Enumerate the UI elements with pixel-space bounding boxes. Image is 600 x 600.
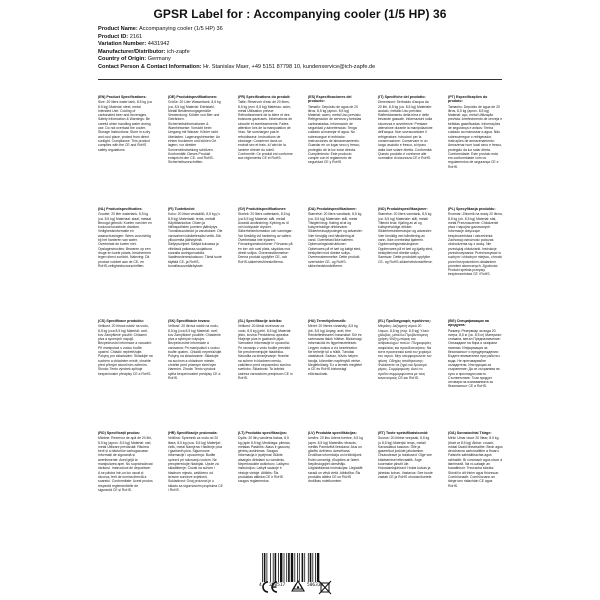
spec-heading: (DA) Produktspecifikationer:	[308, 207, 357, 211]
spec-heading: (RO) Specificații produs:	[98, 431, 141, 435]
spec-block-it	[378, 95, 433, 201]
spec-block-de	[168, 95, 223, 201]
spec-text: Velikost: 20-litrski rezervoar za vodo, 8,5 kg (pribl. 8,5 kg) Material: jeklo, kovina Predvidena uporaba: Hlajenje piva in gaziranih pijač. Varnostne informacije in opozorila: Pri ravnanju z vodo bodite previdni. Ne preobremenjujte hladilnika. Navodila za shranjevanje: Hranite na suhem in hladnem mestu, zaščiteno pred neposredno sončno svetlobo. Skladnost: Ta izdelek ustreza varnostnim predpisom CE in RoHS.	[238, 324, 293, 380]
spec-block-ro	[98, 431, 153, 537]
spec-heading: (EN) Product Specifications:	[98, 95, 147, 99]
product-meta	[98, 26, 558, 72]
spec-block-fi	[168, 207, 223, 313]
meta-value: 2161	[129, 33, 143, 40]
meta-key: Variation Number:	[98, 41, 147, 48]
meta-key: Country of Origin:	[98, 56, 147, 63]
spec-block-pt	[448, 95, 503, 201]
meta-value: Germany	[147, 56, 171, 63]
header-divider	[98, 79, 502, 80]
spec-text: Størrelse: 20 liters vandtank, 8,5 kg (ca. 8,5 kg) Materiale: stål, metal Tilsigtet brug: Køling af øl og kulsyreholdige drikkevarer. Sikkerhedsoplysninger og advarsler: Vær forsigtig ved håndtering af vand. Overbelast ikke køleren. Opbevaringsinstruktioner: Opbevares på et tørt og køligt sted, beskyttet mod direkte sollys. Overensstemmelse: Dette produkt overholder CE- og RoHS-sikkerhedsforskrifterne.	[308, 212, 363, 268]
spec-text: Veličina: Spremnik za vodu od 20 litara, 8,5 kg (cca. 8,5 kg) Materijal: čelik, metal Namjena: Hlađenje piva i gaziranih pića. Sigurnosne informacije i upozorenja: Budite oprezni pri rukovanju vodom. Ne preopterećujte hladnjak. Upute za skladištenje: Čuvati na suhom i hladnom mjestu, zaštićeno od izravne sunčeve svjetlosti. Sukladnost: Ovaj proizvod je u skladu sa sigurnosnim propisima CE i RoHS.	[168, 436, 223, 492]
meta-contact	[98, 64, 558, 72]
crossed-bin-icon	[318, 580, 332, 595]
spec-text: Rozmiar: Zbiornik na wodę 20 litrów, 8,5 kg (ok. 8,5 kg) Materiał: stal, metal Przeznaczenie: Chłodzenie piwa i napojów gazowanych. Informacje dotyczące bezpieczeństwa i ostrzeżenia: Zachowaj ostrożność podczas obchodzenia się z wodą. Nie przeciążaj chłodziarki. Instrukcje przechowywania: Przechowywać w suchym i chłodnym miejscu, chronić przed bezpośrednim działaniem promieni słonecznych. Zgodność: Produkt spełnia przepisy bezpieczeństwa CE i RoHS.	[448, 212, 503, 277]
spec-block-cs	[98, 319, 153, 425]
spec-heading: (LV) Produkta specifikācijas:	[308, 431, 357, 435]
meta-product-id	[98, 34, 558, 42]
recycling-icon	[290, 580, 306, 595]
spec-text: Grootte: 20 liter watertank, 8,5 kg (ca. 8,5 kg) Materiaal: staal, metaal Beoogd gebruik: Koelen van bier en koolzuurhoudende dranken. Veiligheidsinformatie en waarschuwingen: Wees voorzichtig bij het hanteren van water. Overbelast de koeler niet. Opslaginstructies: Bewaren op een droge en koele plaats, beschermen tegen direct zonlicht. Naleving: Dit product voldoet aan de CE- en RoHS-veiligheidsvoorschriften.	[98, 212, 152, 268]
spec-text: Koko: 20 litran vesisäiliö, 8,5 kg (n. 8,5 kg) Materiaali: teräs, metalli Käyttötarkoitus: Oluen ja hiilihapollisten juomien jäähdytys. Turvallisuustiedot ja varoitukset: Ole varovainen käsitellessäsi vettä. Älä ylikuormita jäähdytintä. Säilytysohjeet: Säilytä kuivassa ja viileässä paikassa suojattuna suoralta auringonvalolta. Vaatimustenmukaisuus: Tämä tuote täyttää CE- ja RoHS-turvallisuusmääräykset.	[168, 212, 223, 268]
spec-text: Taille: Réservoir d'eau de 20 litres, 8,5 kg (env. 8,5 kg) Matériau: acier, métal Utilisation prévue: Refroidissement de la bière et des boissons gazeuses. Informations de sécurité et avertissements: Faites attention lors de la manipulation de l'eau. Ne surchargez pas le refroidisseur. Instructions de stockage: Conserver dans un endroit sec et frais, à l'abri de la lumière directe du soleil. Conformité: Ce produit est conforme aux règlements CE et RoHS.	[238, 100, 293, 161]
spec-heading: (NL) Productspecificaties:	[98, 207, 143, 211]
label-title: GPSR Label for : Accompanying cooler (1/5 HP) 36	[153, 7, 447, 21]
spec-heading: (FR) Spécifications du produit:	[238, 95, 291, 99]
spec-heading: (EL) Προδιαγραφές προϊόντος:	[378, 319, 432, 323]
spec-text: Mărime: Rezervor de apă de 20 litri, 8,5 kg (aprox. 8,5 kg) Material: oțel, metal Utilizare prevăzută: Răcirea berii și a băuturilor carbogazoase. Informații de siguranță și avertismente: Aveți grijă la manipularea apei. Nu supraîncărcați răcitorul. Instrucțiuni de depozitare: A se păstra într-un loc uscat și răcoros, ferit de lumina directă a soarelui. Conformitate: Acest produs respectă reglementările de siguranță CE și RoHS.	[98, 436, 153, 492]
spec-heading: (SL) Specifikacije izdelka:	[238, 319, 282, 323]
spec-block-no	[378, 207, 433, 313]
meta-value: Accompanying cooler (1/5 HP) 36	[139, 26, 223, 32]
spec-row	[98, 431, 502, 543]
spec-heading: (SV) Produktspecifikationer:	[238, 207, 287, 211]
spec-text: Velikost: 20 litrová nádrž na vodu, 8,5 kg (cca 8,5 kg) Materiál: ocel, kov Zamýšlené použití: Chlazení piva a sycených nápojů. Bezpečnostní informace a varování: Při manipulaci s vodou buďte opatrní. Chladič nepřetěžujte. Pokyny pro skladování: Skladujte na suchém a chladném místě, chraňte před přímým slunečním zářením. Shoda: Tento výrobek splňuje bezpečnostní předpisy CE a RoHS.	[98, 324, 153, 376]
spec-text: Dydis: 20 litrų vandens bakas, 8,5 kg (apie 8,5 kg) Medžiaga: plienas, metalas Paskirtis: Alaus ir gazuotų gėrimų aušinimas. Saugos informacija ir įspėjimai: Būkite atsargūs dirbdami su vandeniu. Neperkraukite aušintuvo. Laikymo instrukcijos: Laikyti sausoje ir vėsioje vietoje. Atitiktis: Šis produktas atitinka CE ir RoHS saugos reglamentus.	[238, 436, 291, 484]
spec-block-bg	[448, 319, 503, 425]
barcode-digits-right: 506335	[307, 583, 324, 588]
spec-text: Dimensioni: Serbatoio d'acqua da 20 litri, 8,5 kg (ca. 8,5 kg) Materiale: acciaio, metallo Uso previsto: Raffreddamento della birra e delle bevande gassate. Informazioni sulla sicurezza e avvertenze: Prestare attenzione durante la manipolazione dell'acqua. Non sovraccaricare il refrigeratore. Istruzioni per la conservazione: Conservare in un luogo asciutto e fresco, al riparo dalla luce solare diretta. Conformità: Questo prodotto è conforme alle normative di sicurezza CE e RoHS.	[378, 100, 433, 161]
spec-heading: (NO) Produktspesifikasjoner:	[378, 207, 428, 211]
spec-heading: (GA) Sonraíochtaí Táirge:	[448, 431, 492, 435]
spec-text: Размер: Резервоар за вода 20 литра, 8,5 кг (ок. 8,5 кг) Материал: стомана, метал Предназначение: Охлаждане на бира и газирани напитки. Информация за безопасност и предупреждения: Бъдете внимателни при работа с вода. Не претоварвайте охладителя. Инструкции за съхранение: Да се съхранява на сухо и прохладно място. Съответствие: Този продукт отговаря на изискванията за безопасност CE и RoHS.	[448, 328, 502, 389]
spec-heading: (CS) Specifikace produktu:	[98, 319, 144, 323]
spec-block-et	[378, 431, 433, 537]
spec-heading: (PT) Especificações do produto:	[448, 95, 488, 104]
spec-block-sk	[168, 319, 223, 425]
meta-value: ich-zapfe	[167, 48, 190, 55]
spec-heading: (ES) Especificaciones del producto:	[308, 95, 352, 104]
ce-mark-icon	[260, 580, 280, 594]
meta-key: Manufacturer/Distributor:	[98, 48, 166, 55]
spec-heading: (FI) Tuotetiedot:	[168, 207, 196, 211]
compliance-icons	[258, 580, 348, 596]
spec-block-es	[308, 95, 363, 201]
spec-block-lv	[308, 431, 363, 537]
spec-text: Størrelse: 20 liters vanntank, 8,5 kg (ca. 8,5 kg) Materiale: stål, metall Tiltenkt bruk: Kjøling av øl og kullsyreholdige drikker. Sikkerhetsinformasjon og advarsler: Vær forsiktig ved håndtering av vann. Ikke overbelast kjøleren. Oppbevaringsinstruksjoner: Oppbevares på et tørt og kjølig sted, beskyttet mot direkte sollys. Samsvar: Dette produktet oppfyller CE- og RoHS-sikkerhetsforskriftene.	[378, 212, 433, 264]
meta-key: Product Name:	[98, 26, 138, 32]
spec-row	[98, 95, 502, 207]
spec-text: Tamaño: Depósito de agua de 20 litros, 8,5 kg (aprox. 8,5 kg) Material: acero, metal Uso previsto: Refrigeración de cerveza y bebidas carbonatadas. Información de seguridad y advertencias: Tenga cuidado al manejar el agua. No sobrecargue el enfriador. Instrucciones de almacenamiento: Guardar en un lugar seco y fresco, protegido de la luz solar directa. Cumplimiento: Este producto cumple con el reglamento de seguridad CE y RoHS.	[308, 104, 362, 165]
spec-heading: (DE) Produktspezifikationen:	[168, 95, 218, 99]
spec-block-en	[98, 95, 153, 201]
spec-block-ga	[448, 431, 503, 537]
spec-text: Veľkosť: 20 litrová nádrž na vodu, 8,5 kg (cca 8,5 kg) Materiál: oceľ, kov Zamýšľané použitie: Chladenie piva a sýtených nápojov. Bezpečnostné informácie a varovania: Pri manipulácii s vodou buďte opatrní. Chladič nepreťažujte. Pokyny na skladovanie: Skladujte na suchom a chladnom mieste, chráňte pred priamym slnečným žiarením. Zhoda: Tento výrobok spĺňa bezpečnostné predpisy CE a RoHS.	[168, 324, 223, 380]
barcode-digit-lead: 4	[259, 583, 262, 588]
meta-key: Product ID:	[98, 33, 129, 40]
spec-block-pl	[448, 207, 503, 313]
spec-block-fr	[238, 95, 293, 201]
spec-heading: (HU) Termékjellemzők:	[308, 319, 347, 323]
meta-variation-number	[98, 41, 558, 49]
meta-value: 4431942	[147, 41, 170, 48]
meta-country-of-origin	[98, 56, 558, 64]
spec-text: Μέγεθος: Δεξαμενή νερού 20 λίτρων, 8,5 kg (περ. 8,5 kg) Υλικό: χάλυβας, μέταλλο Προβλεπόμενη χρήση: Ψύξη μπύρας και ανθρακούχων ποτών. Πληροφορίες ασφαλείας και προειδοποιήσεις: Να είστε προσεκτικοί κατά τον χειρισμό του νερού. Μην υπερφορτώνετε τον ψύκτη. Οδηγίες αποθήκευσης: Φυλάσσετε σε ξηρό και δροσερό μέρος. Συμμόρφωση: Αυτό το προϊόν συμμορφώνεται με τους κανονισμούς CE και RoHS.	[378, 324, 432, 380]
spec-block-hu	[308, 319, 363, 425]
spec-heading: (BG) Спецификации на продукта:	[448, 319, 489, 328]
meta-manufacturer	[98, 49, 558, 57]
meta-value: Hr. Stanislav Maer, +49 5151 87798 10, kundenservice@ich-zapfe.de	[203, 63, 376, 70]
spec-text: Size: 20 liters water tank, 8.5 kg (ca 8.5 kg) Material: steel, metal Intended Use: Cooling of carbonated beer and beverages. Safety Information & Warnings: Be careful when handling water during use. Do not overload the cooler. Storage Instructions: Store in a dry and cool place, protect from direct sunlight. Compliance: This product complies with the CE and RoHS safety regulations.	[98, 100, 152, 152]
spec-grid	[98, 95, 502, 543]
spec-text: Größe: 20 Liter Wassertank, 8,5 kg (ca. 8,5 kg) Material: Edelstahl, Metall Bestimmungsgemäße Verwendung: Kühlen von Bier und Getränken. Sicherheitsinformationen & Warnhinweise: Vorsicht beim Umgang mit Wasser. Kühler nicht überladen. Lagerungshinweise: An einem trockenen und kühlen Ort lagern, vor direkter Sonneneinstrahlung schützen. Konformität: Dieses Produkt entspricht den CE- und RoHS-Sicherheitsvorschriften.	[168, 100, 221, 165]
spec-block-el	[378, 319, 433, 425]
spec-text: Izmērs: 20 litru ūdens tvertne, 8,5 kg (apm. 8,5 kg) Materiāls: tērauds, metāls Paredzētā lietošana: Alus un gāzētu dzērienu dzesēšana. Drošības informācija un brīdinājumi: Esiet uzmanīgi, rīkojoties ar ūdeni. Nepārslogojiet dzesētāju. Uzglabāšanas instrukcijas: Uzglabāt sausā un vēsā vietā. Atbilstība: Šis produkts atbilst CE un RoHS drošības noteikumiem.	[308, 436, 363, 484]
spec-text: Méret: 20 literes víztartály, 8,5 kg (kb. 8,5 kg) Anyag: acél, fém Rendeltetésszerű használat: Sör és szénsavas italok hűtése. Biztonsági információk és figyelmeztetések: Legyen óvatos a víz kezelésekor. Ne terhelje túl a hűtőt. Tárolási utasítások: Száraz, hűvös helyen tárolja, közvetlen napfénytől védve. Megfelelőség: Ez a termék megfelel a CE és RoHS biztonsági előírásoknak.	[308, 324, 362, 376]
barcode-digits-left: 250517	[269, 583, 286, 588]
spec-heading: (ET) Toote spetsifikatsioonid:	[378, 431, 429, 435]
spec-heading: (PL) Specyfikacja produktu:	[448, 207, 496, 211]
spec-block-da	[308, 207, 363, 313]
spec-block-lt	[238, 431, 293, 537]
spec-heading: (SK) Špecifikácie tovaru:	[168, 319, 211, 323]
spec-heading: (LT) Produkto specifikacijos:	[238, 431, 288, 435]
meta-product-name	[98, 26, 558, 34]
spec-heading: (HR) Specifikacije proizvoda:	[168, 431, 218, 435]
spec-text: Suurus: 20-liitrine veepaak, 8,5 kg (u 8,5 kg) Materjal: teras, metall Kavandatud kasutus: Õlle ja gaseeritud jookide jahutamine. Ohutusteave ja hoiatused: Olge vee käsitsemisel ettevaatlik. Ärge koormake jahutit üle. Hoiustamisjuhised: Hoida kuivas ja jahedas kohas. Vastavus: See toode vastab CE ja RoHS ohutusnõuetele.	[378, 436, 433, 479]
spec-block-sv	[238, 207, 293, 313]
spec-text: Tamanho: Depósito de água de 20 litros, 8,5 kg (aprox. 8,5 kg) Material: aço, metal Utilização prevista: Arrefecimento de cerveja e bebidas gaseificadas. Informações de segurança e avisos: Tenha cuidado ao manusear a água. Não sobrecarregue o refrigerador. Instruções de armazenamento: Armazenar num local seco e fresco, protegido da luz solar direta. Conformidade: Este produto está em conformidade com os regulamentos de segurança CE e RoHS.	[448, 104, 503, 169]
spec-row	[98, 319, 502, 431]
spec-text: Storlek: 20 liters vattentank, 8,5 kg (ca 8,5 kg) Material: stål, metall Avsedd användning: Kylning av öl och kolsyrade drycker. Säkerhetsinformation och varningar: Var försiktig vid hantering av vatten. Överbelasta inte kylaren. Förvaringsinstruktioner: Förvaras på en torr och sval plats, skyddas mot direkt solljus. Överensstämmelse: Denna produkt uppfyller CE- och RoHS-säkerhetsföreskrifterna.	[238, 212, 293, 264]
spec-block-sl	[238, 319, 293, 425]
meta-key: Contact Person & Contact Information:	[98, 63, 202, 70]
spec-row	[98, 207, 502, 319]
spec-block-hr	[168, 431, 223, 537]
spec-text: Méid: Umar uisce 20 lítear, 8.5 kg (thart ar 8.5 kg) Ábhar: cruach, miotal Úsáid bheartaithe: Beoir agus deochanna carbónáitithe a fhuarú. Faisnéis sábháilteachta agus rabhaidh: Bí cúramach agus uisce á láimhseáil. Ná ró-ualaigh an fuaraitheoir. Treoracha stórála: Stóráil in áit thirim agus fhionnuar. Comhlíonadh: Comhlíonann an táirge seo rialacháin CE agus RoHS.	[448, 436, 503, 488]
spec-block-nl	[98, 207, 153, 313]
spec-heading: (IT) Specifiche del prodotto:	[378, 95, 426, 99]
